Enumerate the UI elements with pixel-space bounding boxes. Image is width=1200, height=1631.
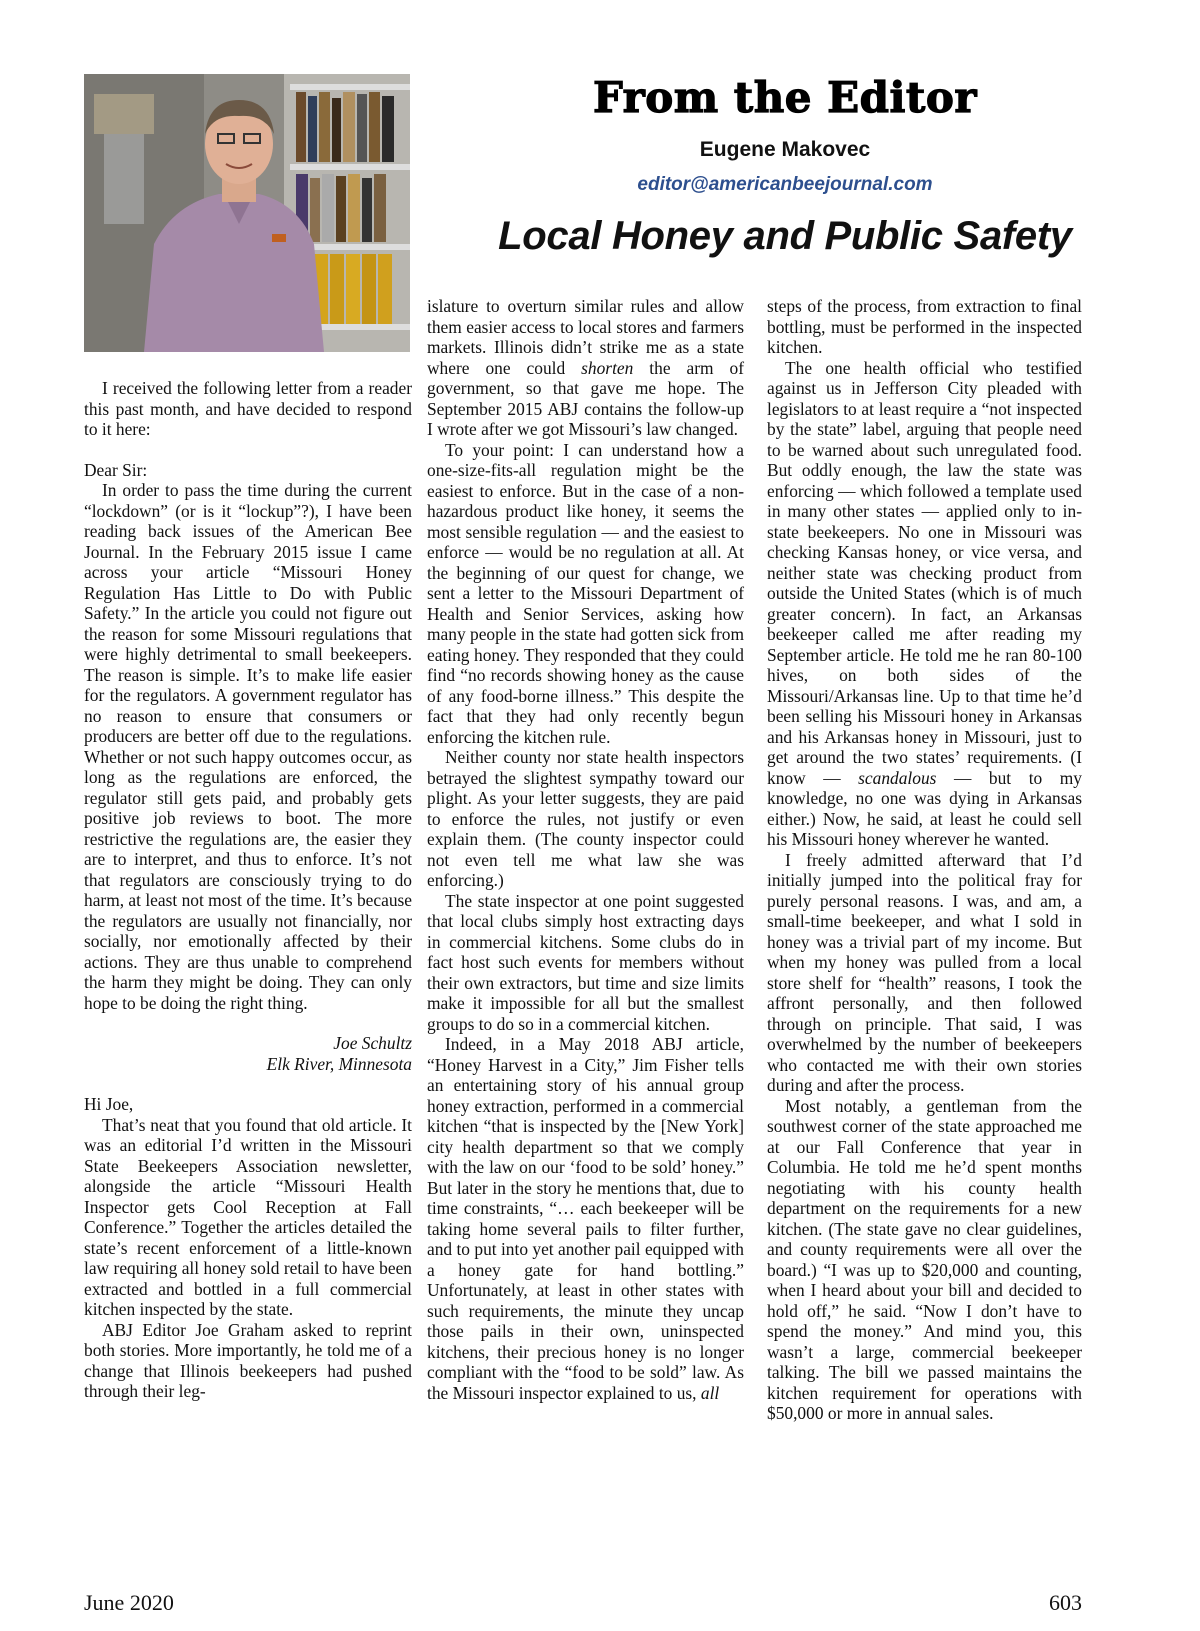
signature-place: Elk River, Minnesota: [266, 1053, 412, 1074]
col2-paragraph-2: To your point: I can understand how a one-size-fits-all regulation might be the easiest to enforce. But in the case of a non-hazardous product like honey, it seems the most sensible regulation — and the easiest to enforce — would be no regulation at all. At the beginning of our quest for change, we sent a letter to the Missouri Department of Health and Senior Services, asking how many people in the state had gotten sick from eating honey. They responded that they could find “no records showing honey as the cause of any food-borne illness.” This despite the fact that they had only recently begun enforcing the kitchen rule.: [427, 439, 744, 747]
author-name: Eugene Makovec: [699, 138, 871, 161]
editor-portrait-icon: [84, 74, 410, 352]
col3-paragraph-4: Most notably, a gentleman from the southwest corner of the state approached me at our Fall Conference that year in Columbia. He told me he’d spent months negotiating with his county health department on the requirements for a new kitchen. (The state gave no clear guidelines, and county requirements were all over the board.) “I was up to $20,000 and counting, when I heard about your bill and decided to hold off,” he said. “Now I don’t have to spend the money.” And mind you, this wasn’t a large, commercial beekeeper talking. The bill we passed maintains the kitchen requirement for operations with $50,000 or more in annual sales.: [767, 1095, 1082, 1423]
reply-paragraph-1: That’s neat that you found that old article. It was an editorial I’d written in the Missouri State Beekeepers Association newsletter, alongside the article “Missouri Health Inspector gets Cool Reception at Fall Conference.” Together the articles detailed the state’s recent enforcement of a little-known law requiring all honey sold retail to have been extracted and bottled in a full commercial kitchen inspected by the state.: [84, 1114, 412, 1319]
col3-paragraph-3: I freely admitted afterward that I’d initially jumped into the political fray for purely personal reasons. I was, and am, a small-time beekeeper, and what I sold in honey was a trivial part of my income. But when my honey was pulled from a local store shelf for “health” reasons, I took the affront personally, and then followed through on principle. That said, I was overwhelmed by the number of beekeepers who contacted me with their own stories during and after the process.: [767, 849, 1082, 1095]
reply-paragraph-2: ABJ Editor Joe Graham asked to reprint both stories. More importantly, he told me of a change that Illinois beekeepers had pushed through their leg-: [84, 1319, 412, 1401]
issue-date: June 2020: [84, 1590, 174, 1615]
col3-paragraph-1: steps of the process, from extraction to final bottling, must be performed in the inspected kitchen.: [767, 296, 1082, 357]
intro-paragraph: I received the following letter from a reader this past month, and have decided to respond to it here:: [84, 378, 412, 439]
editor-photo: [84, 74, 410, 352]
text-column-3: [767, 296, 1082, 1424]
article-headline: Local Honey and Public Safety: [498, 214, 1072, 258]
text-column-2: [427, 296, 744, 1403]
col2-paragraph-3: Neither county nor state health inspectors betrayed the slightest sympathy toward our plight. As your letter suggests, they are paid to enforce the rules, not justify or even explain them. (The county inspector could not even tell me what law she was enforcing.): [427, 747, 744, 890]
article-header: [440, 70, 1130, 259]
letter-body: In order to pass the time during the current “lockdown” (or is it “lockup”?), I have been reading back issues of the American Bee Journal. In the February 2015 issue I came across your article “Missouri Honey Regulation Has Little to Do with Public Safety.” In the article you could not figure out the reason for some Missouri regulations that were highly detrimental to small beekeepers. The reason is simple. It’s to make life easier for the regulators. A government regulator has no reason to ensure that consumers or producers are better off due to the regulations. Whether or not such happy outcomes occur, as long as the regulations are enforced, the regulator still gets paid, and probably gets positive job reviews to boot. The more restrictive the regulations are, the easier they are to interpret, and thus to enforce. It’s not that regulators are consciously trying to do harm, at least not most of the time. It’s because the regulators are usually not financially, nor socially, nor emotionally affected by their actions. They are thus unable to comprehend the harm they might be doing. They can only hope to be doing the right thing.: [84, 480, 412, 1013]
col2-paragraph-4: The state inspector at one point suggested that local clubs simply host extracting days in commercial kitchens. Some clubs do in fact host such events for members without their own extractors, but time and size limits make it impossible for all but the smallest groups to do so in a commercial kitchen.: [427, 890, 744, 1034]
letter-salutation: Dear Sir:: [84, 459, 148, 480]
column-title: From the Editor: [593, 73, 977, 122]
col2-paragraph-5: Indeed, in a May 2018 ABJ article, “Honey Harvest in a City,” Jim Fisher tells an entertaining story of his annual group honey extraction, performed in a commercial kitchen “that is inspected by the [New York] city health department so that we comply with the law on our ‘food to be sold’ honey.” But later in the story he mentions that, due to time constraints, “… each beekeeper will be taking home several pails to filter further, and to put into yet another pail equipped with a honey gate for hand bottling.” Unfortunately, at least in other states with such requirements, the minute they uncap those pails in their own, uninspected kitchens, their precious honey is no longer compliant with the “food to be sold” law. As the Missouri inspector explained to us, all: [427, 1034, 744, 1403]
col3-paragraph-2: The one health official who testified against us in Jefferson City pleaded with legislators to at least require a “not inspected by the state” label, arguing that people need to be warned about such unregulated food. But oddly enough, the law the state was enforcing — which followed a template used in many other states — applied only to in-state beekeepers. No one in Missouri was checking Kansas honey, or vice versa, and neither state was checking product from outside the United States (which is of much greater concern). In fact, an Arkansas beekeeper called me after reading my September article. He told me he ran 80-100 hives, on both sides of the Missouri/Arkansas line. Up to that time he’d been selling his Missouri honey in Arkansas and his Arkansas honey in Missouri, just to get around the two states’ requirements. (I know — scandalous — but to my knowledge, no one was dying in Arkansas either.) Now, he said, at least he could sell his Missouri honey wherever he wanted.: [767, 357, 1082, 849]
page-number: 603: [1049, 1590, 1082, 1615]
author-email[interactable]: editor@americanbeejournal.com: [637, 174, 933, 195]
text-column-1: [84, 378, 412, 1402]
col2-paragraph-1: islature to overturn similar rules and allow them easier access to local stores and farmers markets. Illinois didn’t strike me as a state where one could shorten the arm of government, so that gave me hope. The September 2015 ABJ contains the follow-up I wrote after we got Missouri’s law changed.: [427, 296, 744, 439]
signature-name: Joe Schultz: [333, 1033, 412, 1053]
reply-salutation: Hi Joe,: [84, 1094, 134, 1114]
